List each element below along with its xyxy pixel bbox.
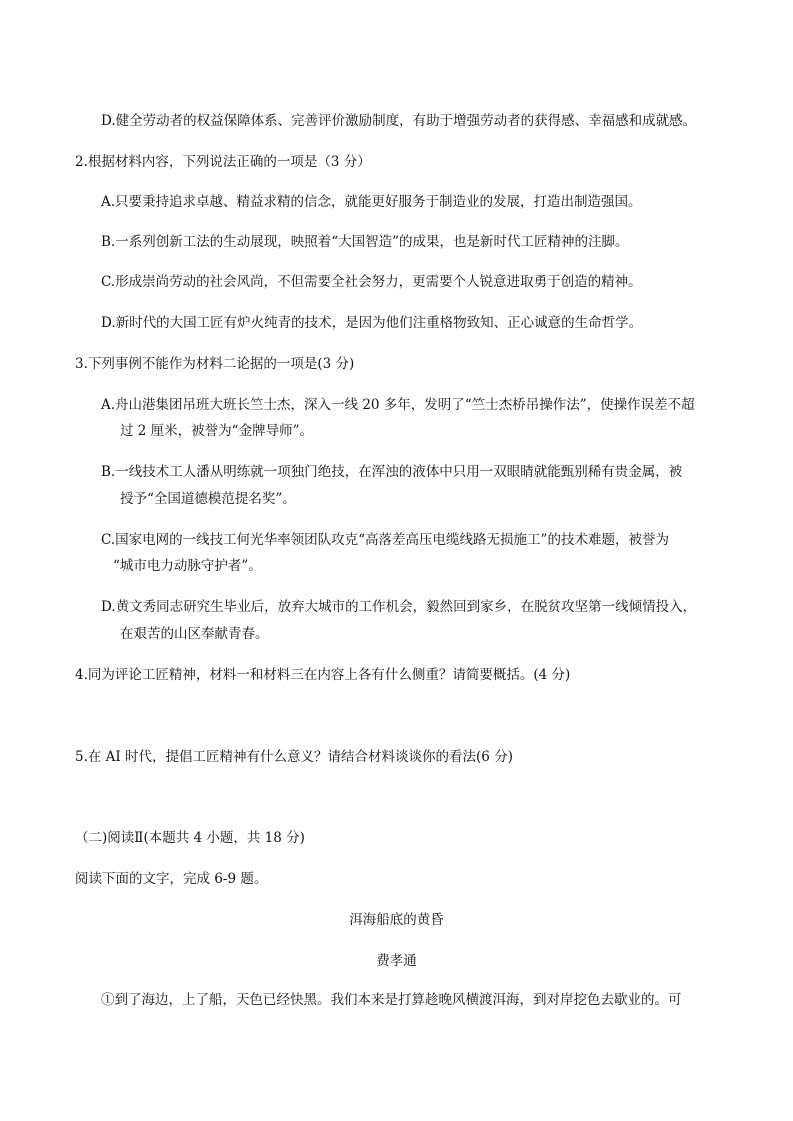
q3-option-b-line2: 授予“全国道德模范提名奖”。 [120,491,296,507]
passage-title: 洱海船底的黄昏 [349,912,444,928]
q2-option-a: A.只要秉持追求卓越、精益求精的信念，就能更好服务于制造业的发展，打造出制造强国。 [101,194,642,210]
q3-stem: 3.下列事例不能作为材料二论据的一项是(3 分) [75,356,355,372]
section2-instruction: 阅读下面的文字，完成 6-9 题。 [75,871,268,887]
q3-option-c-line2: “城市电力动脉守护者”。 [113,558,262,574]
q3-option-a-line2: 过 2 厘米，被誉为“金牌导师”。 [120,423,313,439]
q3-option-c-line1: C.国家电网的一线技工何光华率领团队攻克“高落差高压电缆线路无损施工”的技术难题，被誉为 [101,532,669,548]
q5-stem: 5.在 AI 时代，提倡工匠精神有什么意义？请结合材料谈谈你的看法(6 分) [75,749,513,765]
q3-option-b-line1: B.一线技术工人潘从明练就一项独门绝技，在浑浊的液体中只用一双眼睛就能甄别稀有贵金属，被 [101,464,683,480]
q2-option-c: C.形成崇尚劳动的社会风尚，不但需要全社会努力，更需要个人锐意进取勇于创造的精神。 [101,274,642,290]
q2-option-d: D.新时代的大国工匠有炉火纯青的技术，是因为他们注重格物致知、正心诚意的生命哲学。 [101,315,643,331]
q3-option-a-line1: A.舟山港集团吊班大班长竺士杰，深入一线 20 多年，发明了“竺士杰桥吊操作法”，使操作误差不超 [101,397,695,413]
q2-option-b: B.一系列创新工法的生动展现，映照着“大国智造”的成果，也是新时代工匠精神的注脚。 [101,234,629,250]
q3-option-d-line1: D.黄文秀同志研究生毕业后，放弃大城市的工作机会，毅然回到家乡，在脱贫攻坚第一线倾情投入， [101,599,697,615]
passage-paragraph-1: ①到了海边，上了船，天色已经快黑。我们本来是打算趁晚风横渡洱海，到对岸挖色去歇业的。可 [101,992,682,1008]
q1-option-d: D.健全劳动者的权益保障体系、完善评价激励制度，有助于增强劳动者的获得感、幸福感和成就感。 [101,113,697,129]
section2-heading: （二)阅读Ⅱ(本题共 4 小题，共 18 分) [75,830,305,846]
passage-author: 费孝通 [376,953,417,969]
q4-stem: 4.同为评论工匠精神，材料一和材料三在内容上各有什么侧重？请简要概括。(4 分) [75,667,571,683]
q2-stem: 2.根据材料内容，下列说法正确的一项是（3 分） [75,154,371,170]
q3-option-d-line2: 在艰苦的山区奉献青春。 [120,626,269,642]
